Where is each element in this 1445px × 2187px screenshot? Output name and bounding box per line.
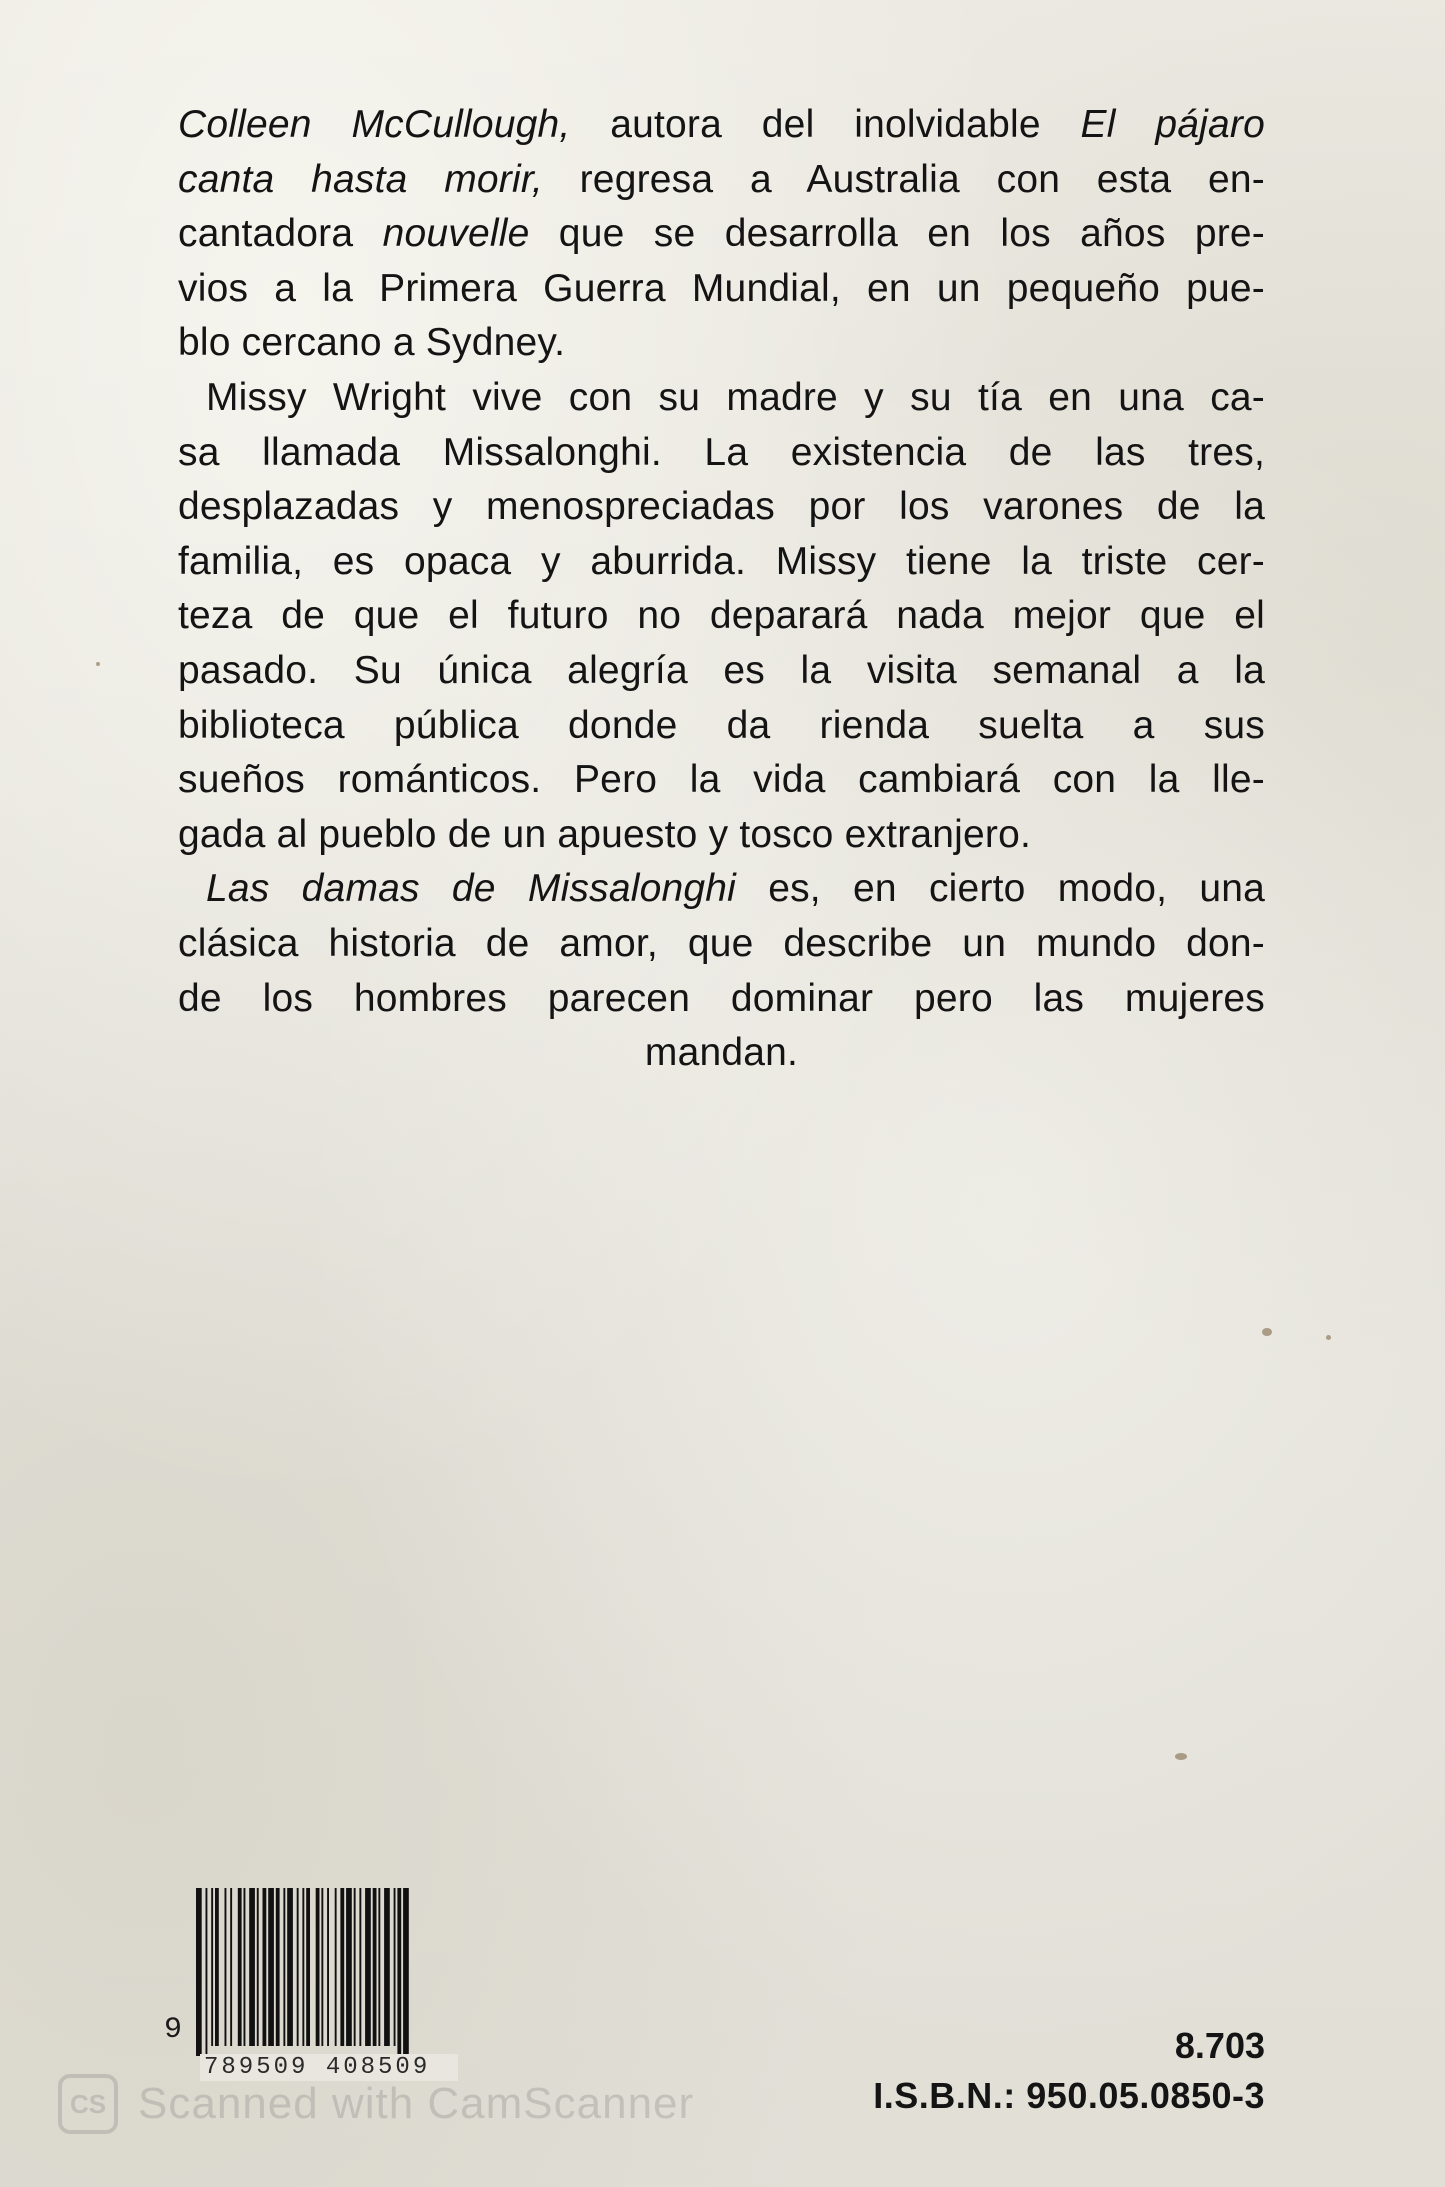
text-line: pasado. Su única alegría es la visita semanal a la (178, 648, 1265, 692)
barcode-bar (306, 1888, 310, 2046)
text-line: clásica historia de amor, que describe un mundo don- (178, 921, 1265, 965)
price-code: 8.703 (1174, 2025, 1265, 2066)
book-title-italic: Las damas de Missalonghi (206, 867, 737, 911)
barcode-bar (276, 1888, 280, 2046)
barcode-bar (263, 1888, 267, 2046)
text-line: sueños románticos. Pero la vida cambiará con la lle- (178, 758, 1265, 802)
blurb-paragraph-3 (178, 862, 1265, 1080)
barcode-bar (394, 1888, 396, 2046)
text-line: desplazadas y menospreciadas por los varones de la (178, 485, 1265, 529)
barcode-bar (321, 1888, 323, 2046)
author-name: Colleen McCullough, (178, 103, 571, 146)
barcode-bar (354, 1888, 356, 2046)
barcode-bar (196, 1888, 202, 2056)
barcode-digits: 789509 408509 (200, 2054, 458, 2081)
barcode-bar (335, 1888, 337, 2046)
isbn-barcode (160, 1888, 460, 2088)
text-line: mandan. (644, 1031, 799, 1075)
paper-speck (96, 662, 100, 666)
barcode-bars (192, 1888, 452, 2056)
barcode-bar (365, 1888, 371, 2046)
text-line: de los hombres parecen dominar pero las mujeres (178, 976, 1265, 1020)
barcode-bar (283, 1888, 285, 2046)
text-line: Missy Wright vive con su madre y su tía en una ca- (206, 375, 1265, 419)
watermark-text: Scanned with CamScanner (138, 2079, 695, 2128)
barcode-bar (403, 1888, 409, 2056)
text-line (178, 207, 1265, 262)
barcode-bar (268, 1888, 274, 2046)
text-segment: regresa a Australia con esta en- (542, 157, 1265, 201)
barcode-bar (302, 1888, 304, 2046)
paper-speck (1326, 1335, 1331, 1340)
book-title-italic: canta hasta morir, (178, 157, 543, 201)
text-line: sa llamada Missalonghi. La existencia de las tres, (178, 430, 1265, 474)
back-cover-blurb (178, 98, 1265, 1081)
paper-speck (1262, 1328, 1272, 1336)
text-segment: autora del inolvidable (570, 103, 1081, 146)
text-line: familia, es opaca y aburrida. Missy tiene la triste cer- (178, 539, 1265, 583)
text-line: gada al pueblo de un apuesto y tosco extranjero. (178, 812, 1032, 856)
blurb-paragraph-1 (178, 98, 1265, 371)
text-line: biblioteca pública donde da rienda suelta a sus (178, 703, 1265, 747)
text-line (178, 153, 1265, 208)
barcode-leading-digit: 9 (164, 2013, 183, 2047)
barcode-bar (230, 1888, 232, 2046)
barcode-bar (249, 1888, 255, 2046)
barcode-bar (346, 1888, 352, 2046)
text-segment: cantadora (178, 212, 383, 256)
barcode-bar (384, 1888, 390, 2046)
text-segment: que se desarrolla en los años pre- (529, 212, 1265, 256)
barcode-bar (257, 1888, 259, 2046)
text-line: blo cercano a Sydney. (178, 321, 566, 365)
barcode-bar (378, 1888, 380, 2046)
text-segment: es, en cierto modo, una (736, 867, 1265, 911)
scanner-watermark (58, 2074, 694, 2134)
paper-speck (1175, 1753, 1187, 1760)
barcode-bar (206, 1888, 208, 2056)
barcode-bar (238, 1888, 242, 2046)
barcode-bar (287, 1888, 293, 2046)
barcode-bar (297, 1888, 299, 2046)
barcode-bar (340, 1888, 344, 2046)
barcode-bar (316, 1888, 320, 2046)
barcode-bar (244, 1888, 246, 2046)
text-line (178, 862, 1265, 917)
text-line (178, 98, 1265, 153)
text-line: vios a la Primera Guerra Mundial, en un pequeño pue- (178, 266, 1265, 310)
text-line: teza de que el futuro no deparará nada mejor que el (178, 594, 1265, 638)
camscanner-logo-icon: CS (58, 2074, 118, 2134)
blurb-paragraph-2 (178, 371, 1265, 862)
barcode-bar (225, 1888, 227, 2046)
barcode-bar (327, 1888, 329, 2046)
italic-word: nouvelle (382, 212, 530, 256)
barcode-bar (397, 1888, 401, 2056)
barcode-bar (215, 1888, 219, 2046)
barcode-bar (373, 1888, 377, 2046)
isbn-number: I.S.B.N.: 950.05.0850-3 (873, 2075, 1265, 2116)
barcode-bar (359, 1888, 361, 2046)
book-title-italic: El pájaro (1080, 103, 1265, 146)
barcode-bar (211, 1888, 213, 2046)
